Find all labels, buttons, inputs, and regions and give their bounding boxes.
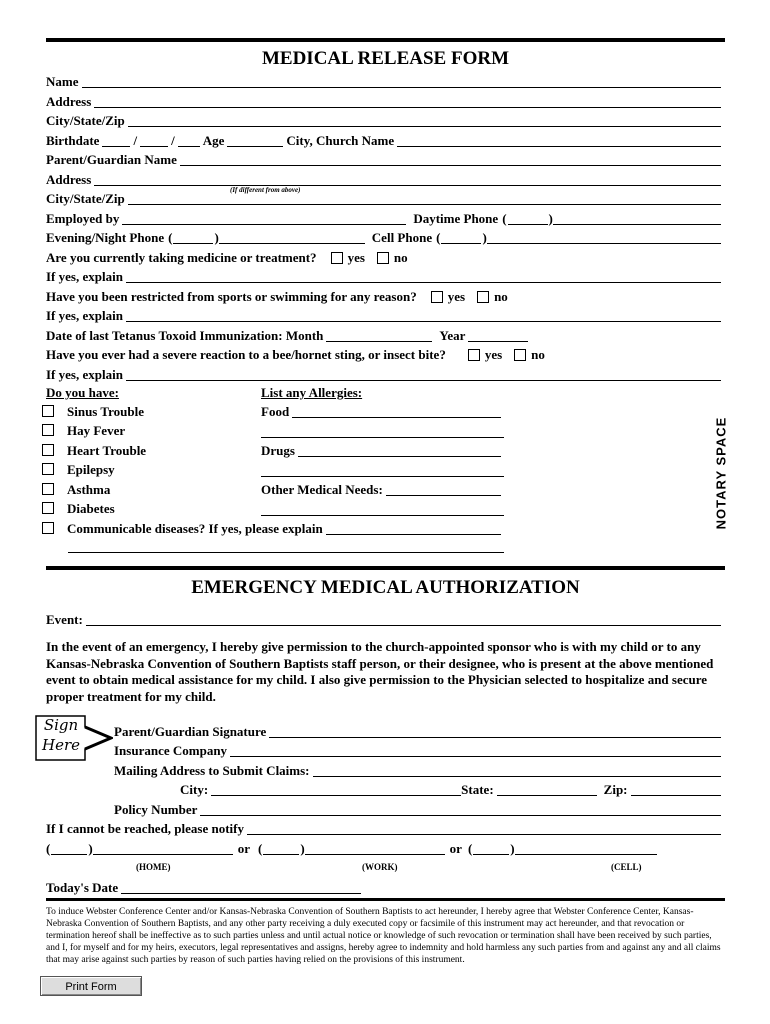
- medicine-yes-checkbox[interactable]: [331, 252, 343, 264]
- sting-no-checkbox[interactable]: [514, 349, 526, 361]
- employed-row: Employed by Daytime Phone ( ): [46, 210, 724, 226]
- food-allergy-line2[interactable]: [261, 425, 504, 438]
- daytime-area-code-field[interactable]: [508, 212, 548, 225]
- epilepsy-checkbox[interactable]: [42, 463, 54, 475]
- sports-question-row: Have you been restricted from sports or swimming for any reason? yes no: [46, 289, 508, 304]
- insurance-company-field[interactable]: [230, 744, 721, 757]
- condition-heart: Heart Trouble: [42, 443, 146, 458]
- event-field[interactable]: [86, 613, 721, 626]
- name-field[interactable]: [82, 75, 722, 88]
- sting-explain-row: If yes, explain: [46, 366, 724, 382]
- authorization-paragraph: In the event of an emergency, I hereby give permission to the church-appointed sponsor who is with my child or to any Kansas-Nebraska Convention of Southern Baptists staff person, or their designee, who is present at the above mentioned event to obtain medical assistance for my child. I also give permission to the Physician selected to hospitalize and secure proper treatment for my child.: [46, 639, 714, 704]
- sting-yes-checkbox[interactable]: [468, 349, 480, 361]
- todays-date-row: Today's Date: [46, 879, 364, 895]
- indemnity-fine-print: To induce Webster Conference Center and/or Kansas-Nebraska Convention of Southern Baptists to act hereunder, I hereby agree that Webster Conference Center, Kansas-Nebraska Convention of Southern Baptists, and any other party receiving a duly executed copy or facsimile of this instrument may act hereunder, and that revocation or termination hereof shall be ineffective as to such parties unless and until actual notice or knowledge of such revocation or termination shall have been received by such parties, and I, for myself and for my heirs, executors, legal representatives and assigns, hereby agree to indemnity and hold harmless any such parties from and against any and all claims that may arise against such parties by reason of such parties having relied on the provisions of this instrument.: [46, 907, 721, 965]
- sign-here-label: Sign Here: [41, 716, 80, 754]
- asthma-checkbox[interactable]: [42, 483, 54, 495]
- evening-cell-row: Evening/Night Phone ( ) Cell Phone ( ): [46, 229, 724, 245]
- notify-row: If I cannot be reached, please notify: [46, 820, 724, 836]
- home-area-code-field[interactable]: [51, 842, 87, 855]
- evening-area-code-field[interactable]: [173, 231, 213, 244]
- address2-field[interactable]: [94, 173, 721, 186]
- sting-question-row: Have you ever had a severe reaction to a bee/hornet sting, or insect bite? yes no: [46, 347, 545, 362]
- emergency-title: EMERGENCY MEDICAL AUTHORIZATION: [191, 577, 580, 598]
- mailing-row: Mailing Address to Submit Claims:: [114, 762, 724, 778]
- birth-year-field[interactable]: [178, 134, 200, 147]
- sports-explain-field[interactable]: [126, 309, 721, 322]
- food-allergy-field[interactable]: [292, 405, 501, 418]
- heart-checkbox[interactable]: [42, 444, 54, 456]
- bottom-rule: [46, 898, 725, 901]
- work-area-code-field[interactable]: [263, 842, 299, 855]
- medicine-explain-row: If yes, explain: [46, 268, 724, 284]
- condition-diabetes: Diabetes: [42, 501, 115, 516]
- city-state-zip-field[interactable]: [128, 114, 721, 127]
- top-rule: [46, 38, 725, 42]
- city-state-zip-claims-row: City: State: Zip:: [180, 781, 724, 797]
- sports-no-checkbox[interactable]: [477, 291, 489, 303]
- other-needs-line2[interactable]: [261, 503, 504, 516]
- drug-allergy-line2[interactable]: [261, 464, 504, 477]
- claims-city-field[interactable]: [211, 783, 461, 796]
- home-phone-field[interactable]: [93, 842, 233, 855]
- birth-month-field[interactable]: [102, 134, 130, 147]
- food-row: Food: [261, 404, 504, 419]
- parent-guardian-row: Parent/Guardian Name: [46, 151, 724, 167]
- evening-phone-field[interactable]: [219, 231, 365, 244]
- tetanus-month-field[interactable]: [326, 329, 432, 342]
- notary-space-label: NOTARY SPACE: [713, 416, 729, 529]
- city-state-zip2-row: City/State/Zip: [46, 190, 724, 206]
- cell-phone-field[interactable]: [487, 231, 721, 244]
- middle-rule: [46, 566, 725, 570]
- sports-explain-row: If yes, explain: [46, 307, 724, 323]
- cell-notify-area-code-field[interactable]: [473, 842, 509, 855]
- name-row: Name: [46, 73, 724, 89]
- communicable-checkbox[interactable]: [42, 522, 54, 534]
- city-state-zip-row: City/State/Zip: [46, 112, 724, 128]
- hay-fever-checkbox[interactable]: [42, 424, 54, 436]
- condition-communicable: Communicable diseases? If yes, please explain: [42, 521, 504, 536]
- address-field[interactable]: [94, 95, 721, 108]
- signature-field[interactable]: [269, 725, 721, 738]
- work-phone-field[interactable]: [305, 842, 445, 855]
- city-church-field[interactable]: [397, 134, 721, 147]
- age-field[interactable]: [227, 134, 283, 147]
- diabetes-checkbox[interactable]: [42, 502, 54, 514]
- claims-zip-field[interactable]: [631, 783, 721, 796]
- birth-day-field[interactable]: [140, 134, 168, 147]
- notify-phones-row: ( ) or ( ) or ( ): [46, 840, 660, 856]
- cell-notify-phone-field[interactable]: [515, 842, 657, 855]
- print-form-button[interactable]: Print Form: [40, 976, 142, 996]
- notify-name-field[interactable]: [247, 822, 721, 835]
- signature-row: Parent/Guardian Signature: [114, 723, 724, 739]
- medicine-no-checkbox[interactable]: [377, 252, 389, 264]
- other-needs-row: Other Medical Needs:: [261, 482, 504, 497]
- sports-yes-checkbox[interactable]: [431, 291, 443, 303]
- sting-explain-field[interactable]: [126, 368, 721, 381]
- claims-state-field[interactable]: [497, 783, 597, 796]
- if-different-note: (If different from above): [230, 186, 301, 194]
- work-caption: (WORK): [362, 862, 398, 872]
- address-row: Address: [46, 93, 724, 109]
- medicine-question-row: Are you currently taking medicine or treatment? yes no: [46, 250, 408, 265]
- home-caption: (HOME): [136, 862, 171, 872]
- birthdate-row: Birthdate / / Age City, Church Name: [46, 132, 724, 148]
- tetanus-row: Date of last Tetanus Toxoid Immunization: Month Year: [46, 327, 724, 343]
- cell-area-code-field[interactable]: [441, 231, 481, 244]
- other-needs-field[interactable]: [386, 483, 501, 496]
- condition-epilepsy: Epilepsy: [42, 462, 115, 477]
- allergies-heading: List any Allergies:: [261, 385, 363, 400]
- event-row: Event:: [46, 611, 724, 627]
- condition-asthma: Asthma: [42, 482, 110, 497]
- todays-date-field[interactable]: [121, 881, 361, 894]
- city-state-zip2-field[interactable]: [128, 192, 721, 205]
- sinus-checkbox[interactable]: [42, 405, 54, 417]
- address2-row: Address: [46, 171, 724, 187]
- condition-hay-fever: Hay Fever: [42, 423, 125, 438]
- policy-row: Policy Number: [114, 801, 724, 817]
- communicable-explain-field[interactable]: [326, 522, 501, 535]
- employed-by-field[interactable]: [122, 212, 406, 225]
- insurance-row: Insurance Company: [114, 742, 724, 758]
- drug-allergy-field[interactable]: [298, 444, 501, 457]
- communicable-explain-line2[interactable]: [68, 540, 504, 553]
- drugs-row: Drugs: [261, 443, 504, 458]
- tetanus-year-field[interactable]: [468, 329, 528, 342]
- medicine-explain-field[interactable]: [126, 270, 721, 283]
- medical-form-title: MEDICAL RELEASE FORM: [261, 48, 510, 69]
- condition-sinus: Sinus Trouble: [42, 404, 144, 419]
- policy-number-field[interactable]: [200, 803, 721, 816]
- mailing-address-field[interactable]: [313, 764, 721, 777]
- do-you-have-heading: Do you have:: [46, 385, 119, 400]
- cell-caption: (CELL): [611, 862, 642, 872]
- daytime-phone-field[interactable]: [553, 212, 721, 225]
- parent-guardian-field[interactable]: [180, 153, 721, 166]
